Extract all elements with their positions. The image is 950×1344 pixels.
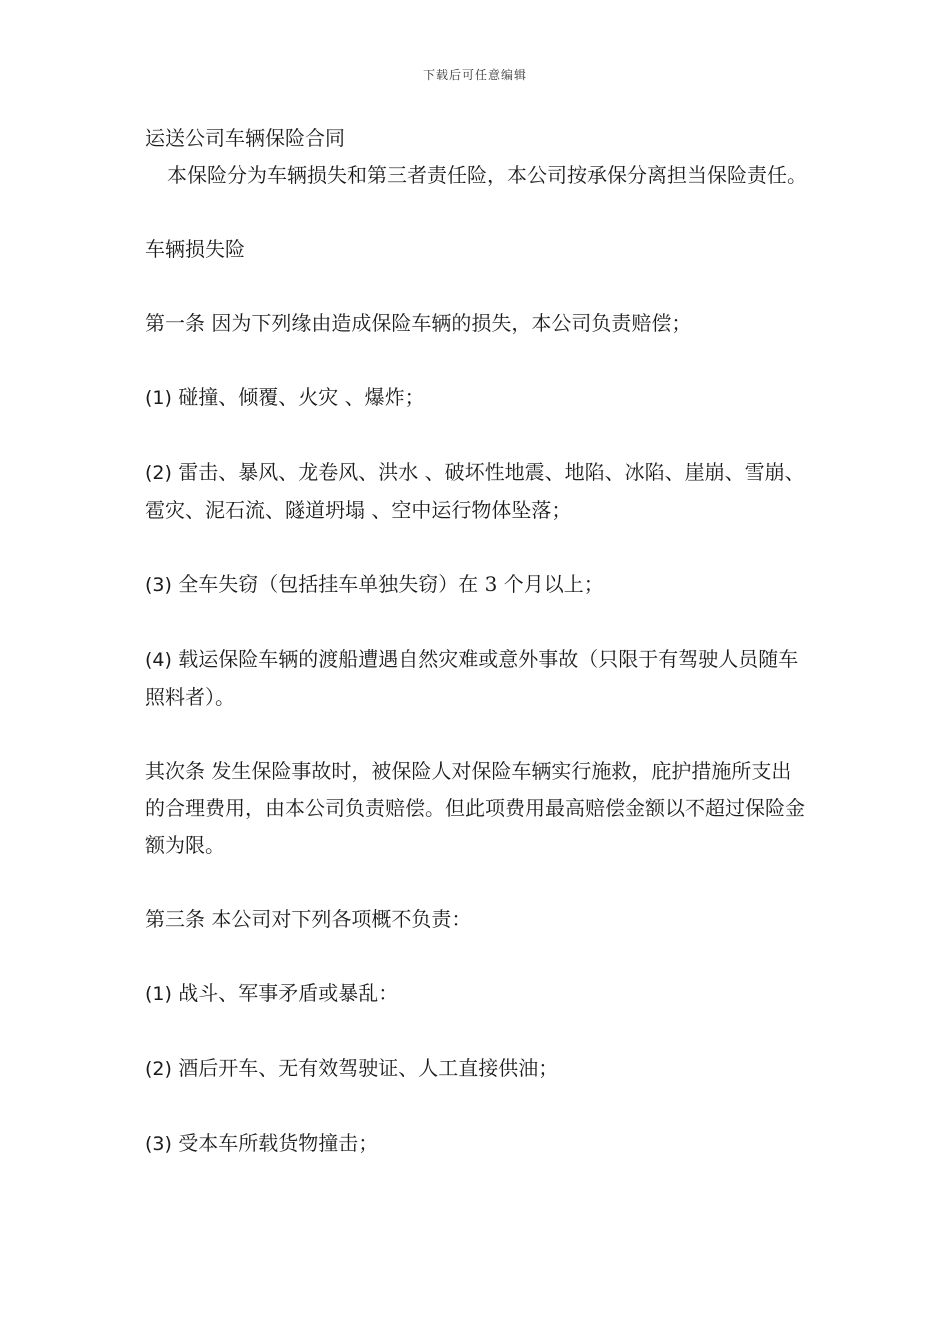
item-text: 载运保险车辆的渡船遭遇自然灾难或意外事故（只限于有驾驶人员随车照料者）。 — [145, 647, 799, 709]
item-number: (1) — [145, 387, 172, 409]
article-1-item-1 — [145, 379, 810, 417]
document-body — [145, 120, 810, 1163]
item-number: (2) — [145, 462, 172, 484]
article-1: 第一条 因为下列缘由造成保险车辆的损失，本公司负责赔偿； — [145, 311, 692, 335]
item-text: 全车失窃（包括挂车单独失窃）在 3 个月以上； — [171, 572, 604, 596]
article-1-item-3 — [145, 566, 810, 604]
article-3-item-1 — [145, 975, 810, 1013]
item-text: 碰撞、倾覆、火灾 、爆炸； — [171, 385, 425, 409]
article-3-item-3 — [145, 1125, 810, 1163]
item-text: 酒后开车、无有效驾驶证、人工直接供油； — [171, 1056, 559, 1080]
item-number: (1) — [145, 983, 172, 1005]
item-number: (2) — [145, 1058, 172, 1080]
item-text: 受本车所载货物撞击； — [171, 1131, 379, 1155]
item-number: (3) — [145, 1133, 172, 1155]
article-1-item-2 — [145, 454, 810, 529]
item-number: (4) — [145, 649, 172, 671]
item-number: (3) — [145, 574, 172, 596]
page-header: 下载后可任意编辑 — [422, 68, 527, 82]
article-1-item-4 — [145, 641, 810, 716]
item-text: 战斗、军事矛盾或暴乱： — [171, 981, 399, 1005]
intro-paragraph: 本保险分为车辆损失和第三者责任险，本公司按承保分离担当保险责任。 — [167, 163, 807, 187]
document-title: 运送公司车辆保险合同 — [145, 126, 345, 150]
article-3-item-2 — [145, 1050, 810, 1088]
section-heading: 车辆损失险 — [145, 237, 245, 261]
article-3: 第三条 本公司对下列各项概不负责： — [145, 907, 472, 931]
item-text: 雷击、暴风、龙卷风、洪水 、破坏性地震、地陷、冰陷、崖崩、雪崩、雹灾、泥石流、隧道坍塌 、空中运行物体坠落； — [145, 460, 805, 522]
article-2: 其次条 发生保险事故时，被保险人对保险车辆实行施救，庇护措施所支出的合理费用，由本公司负责赔偿。但此项费用最高赔偿金额以不超过保险金额为限。 — [145, 759, 805, 857]
